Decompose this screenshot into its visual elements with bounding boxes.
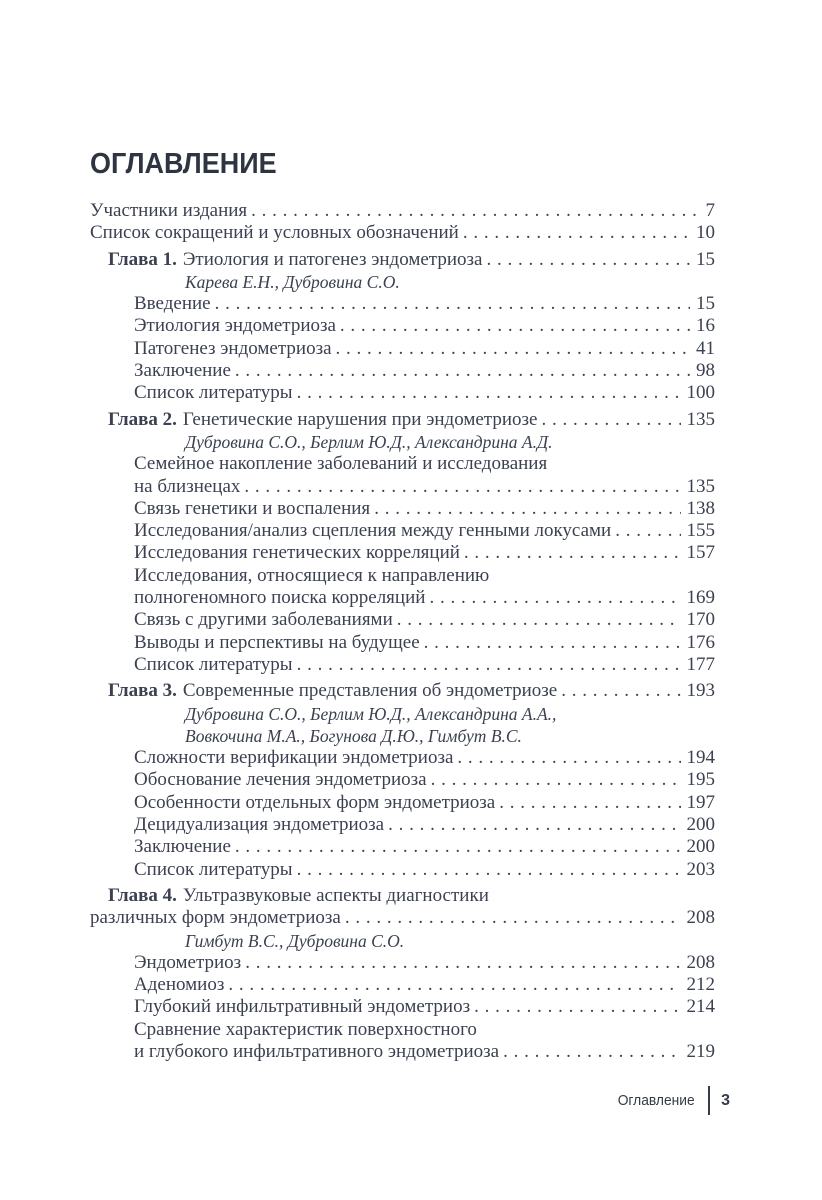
dot-leader (293, 382, 681, 404)
toc-entry-label: Участники издания (90, 200, 248, 221)
toc-page-number: 157 (686, 542, 715, 564)
toc-entry-label: Список литературы (134, 858, 293, 880)
toc-page-number: 15 (696, 293, 715, 315)
toc-entry-label: Децидуализация эндометриоза (134, 814, 385, 836)
toc-entry-label: Вовкочина М.А., Богунова Д.Ю., Гимбут В.С. (185, 725, 522, 746)
toc-row (90, 952, 715, 974)
toc-row (90, 293, 715, 315)
toc-row (90, 859, 715, 881)
toc-entry-label: Выводы и перспективы на будущее (134, 631, 420, 653)
toc-page-number: 41 (696, 337, 715, 359)
page-title: ОГЛАВЛЕНИЕ (90, 148, 277, 180)
toc-row (90, 249, 715, 271)
footer-section-label: Оглавление (618, 1092, 696, 1109)
toc-entry-label: Современные представления об эндометриозе (182, 680, 558, 702)
toc-row (90, 609, 715, 631)
toc-entry-label: Исследования/анализ сцепления между генными локусами (134, 520, 612, 542)
dot-leader (332, 338, 690, 360)
toc-entry-label: полногеномного поиска корреляций (134, 587, 426, 609)
dot-leader (499, 1041, 680, 1063)
dot-leader (611, 520, 680, 542)
dot-leader (460, 542, 681, 564)
toc-entry-label: Глубокий инфильтративный эндометриоз (134, 996, 471, 1018)
toc-entry-label: Сложности верификации эндометриоза (134, 747, 454, 769)
toc-entry-label: Семейное накопление заболеваний и исследования (134, 453, 548, 475)
dot-leader (370, 498, 680, 520)
dot-leader (482, 249, 690, 271)
toc-entry-label: Сравнение характеристик поверхностного (134, 1018, 477, 1040)
toc-page-number: 200 (686, 836, 715, 858)
toc-row (90, 498, 715, 520)
footer-divider (708, 1086, 710, 1115)
toc-row (90, 747, 715, 769)
toc-page-number: 177 (686, 653, 715, 675)
dot-leader (427, 769, 681, 791)
toc-row (90, 409, 715, 431)
toc-row (90, 453, 715, 475)
toc-row (90, 930, 715, 952)
toc-entry-label: Исследования, относящиеся к направлению (134, 564, 490, 586)
dot-leader (341, 907, 681, 929)
toc-entry-label: Исследования генетических корреляций (134, 542, 460, 564)
toc-row (90, 792, 715, 814)
footer-page-number: 3 (721, 1091, 730, 1109)
toc-entry-label: Генетические нарушения при эндометриозе (182, 408, 538, 430)
toc-row (90, 222, 715, 244)
toc-row (90, 907, 715, 929)
toc-row (90, 836, 715, 858)
toc-row (90, 725, 715, 747)
toc-page-number: 169 (686, 587, 715, 609)
toc-page-number: 194 (686, 747, 715, 769)
toc-entry-label: Этиология и патогенез эндометриоза (182, 248, 483, 270)
toc-entry-label: на близнецах (134, 475, 241, 497)
dot-leader (293, 859, 681, 881)
toc-page-number: 200 (686, 814, 715, 836)
toc-row (90, 814, 715, 836)
toc-row (90, 885, 715, 907)
toc-entry-label: Список литературы (134, 653, 293, 675)
toc-entry-label: Особенности отдельных форм эндометриоза (134, 791, 496, 813)
toc-row (90, 974, 715, 996)
dot-leader (211, 293, 690, 315)
toc-row (90, 271, 715, 293)
toc-page-number: 135 (686, 475, 715, 497)
toc-row (90, 769, 715, 791)
dot-leader (240, 476, 680, 498)
toc-entry-label: Патогенез эндометриоза (134, 337, 332, 359)
toc-row (90, 382, 715, 404)
toc-row (90, 996, 715, 1018)
toc-page-number: 100 (686, 382, 715, 404)
dot-leader (384, 814, 680, 836)
dot-leader (247, 200, 699, 222)
toc-entry-label: Введение (134, 293, 211, 315)
toc-row (90, 703, 715, 725)
toc-entry-label: Этиология эндометриоза (134, 315, 336, 337)
toc-page-number: 15 (696, 248, 715, 270)
toc-page-number: 176 (686, 631, 715, 653)
dot-leader (425, 587, 680, 609)
toc-entry-label: Ультразвуковые аспекты диагностики (182, 884, 489, 906)
toc-page-number: 214 (686, 996, 715, 1018)
toc-row (90, 431, 715, 453)
toc-row (90, 315, 715, 337)
toc-row (90, 476, 715, 498)
toc-page-number: 170 (686, 609, 715, 631)
toc-page-number: 208 (686, 951, 715, 973)
chapter-number-label: Глава 2. (108, 408, 177, 430)
dot-leader (495, 792, 680, 814)
toc-entry-label: Эндометриоз (134, 951, 242, 973)
toc-row (90, 680, 715, 702)
toc-row (90, 1019, 715, 1041)
toc-row (90, 632, 715, 654)
toc-entry-label: Связь генетики и воспаления (134, 497, 371, 519)
dot-leader (224, 974, 680, 996)
dot-leader (231, 836, 681, 858)
dot-leader (293, 654, 681, 676)
dot-leader (241, 952, 680, 974)
toc-row (90, 1041, 715, 1063)
toc-row (90, 360, 715, 382)
dot-leader (453, 747, 680, 769)
toc-entry-label: Список литературы (134, 382, 293, 404)
toc-page-number: 195 (686, 769, 715, 791)
chapter-number-label: Глава 1. (108, 248, 177, 270)
toc-entry-label: различных форм эндометриоза (90, 907, 341, 929)
dot-leader (470, 996, 680, 1018)
toc-row (90, 565, 715, 587)
toc-page-number: 10 (696, 222, 715, 244)
toc-entry-label: Заключение (134, 360, 231, 382)
toc-page-number: 135 (686, 408, 715, 430)
chapter-number-label: Глава 4. (108, 884, 177, 906)
toc-page-number: 155 (686, 520, 715, 542)
toc-page-number: 193 (686, 680, 715, 702)
page-footer (611, 1086, 730, 1115)
toc-page-number: 203 (686, 858, 715, 880)
chapter-number-label: Глава 3. (108, 680, 177, 702)
toc-entry-label: Связь с другими заболеваниями (134, 609, 393, 631)
toc-entry-label: Аденомиоз (134, 974, 225, 996)
toc-entry-label: Обоснование лечения эндометриоза (134, 769, 427, 791)
toc-entry-label: Дубровина С.О., Берлим Ю.Д., Александрина А.Д. (185, 431, 553, 452)
dot-leader (420, 632, 681, 654)
dot-leader (393, 609, 681, 631)
dot-leader (537, 409, 680, 431)
toc-entry-label: Дубровина С.О., Берлим Ю.Д., Александрина А.А., (185, 703, 557, 724)
toc-entry-label: и глубокого инфильтративного эндометриоза (134, 1040, 500, 1062)
toc-entry-label: Гимбут В.С., Дубровина С.О. (185, 930, 405, 951)
toc-page-number: 16 (696, 315, 715, 337)
toc-row (90, 654, 715, 676)
toc-page-number: 138 (686, 497, 715, 519)
toc-row (90, 542, 715, 564)
toc-entry-label: Заключение (134, 836, 231, 858)
dot-leader (336, 315, 690, 337)
toc-page-number: 219 (686, 1040, 715, 1062)
toc-page-number: 98 (696, 360, 715, 382)
toc-entry-label: Карева Е.Н., Дубровина С.О. (185, 271, 400, 292)
dot-leader (459, 222, 690, 244)
toc-row (90, 587, 715, 609)
toc-entry-label: Список сокращений и условных обозначений (90, 222, 459, 244)
toc-page-number: 7 (705, 200, 715, 221)
dot-leader (231, 360, 690, 382)
toc-row (90, 200, 715, 222)
toc-page-number: 197 (686, 791, 715, 813)
toc-page-number: 208 (686, 907, 715, 929)
toc-page-number: 212 (686, 974, 715, 996)
toc-row (90, 338, 715, 360)
toc-row (90, 520, 715, 542)
dot-leader (557, 680, 680, 702)
toc-list (90, 200, 715, 1063)
